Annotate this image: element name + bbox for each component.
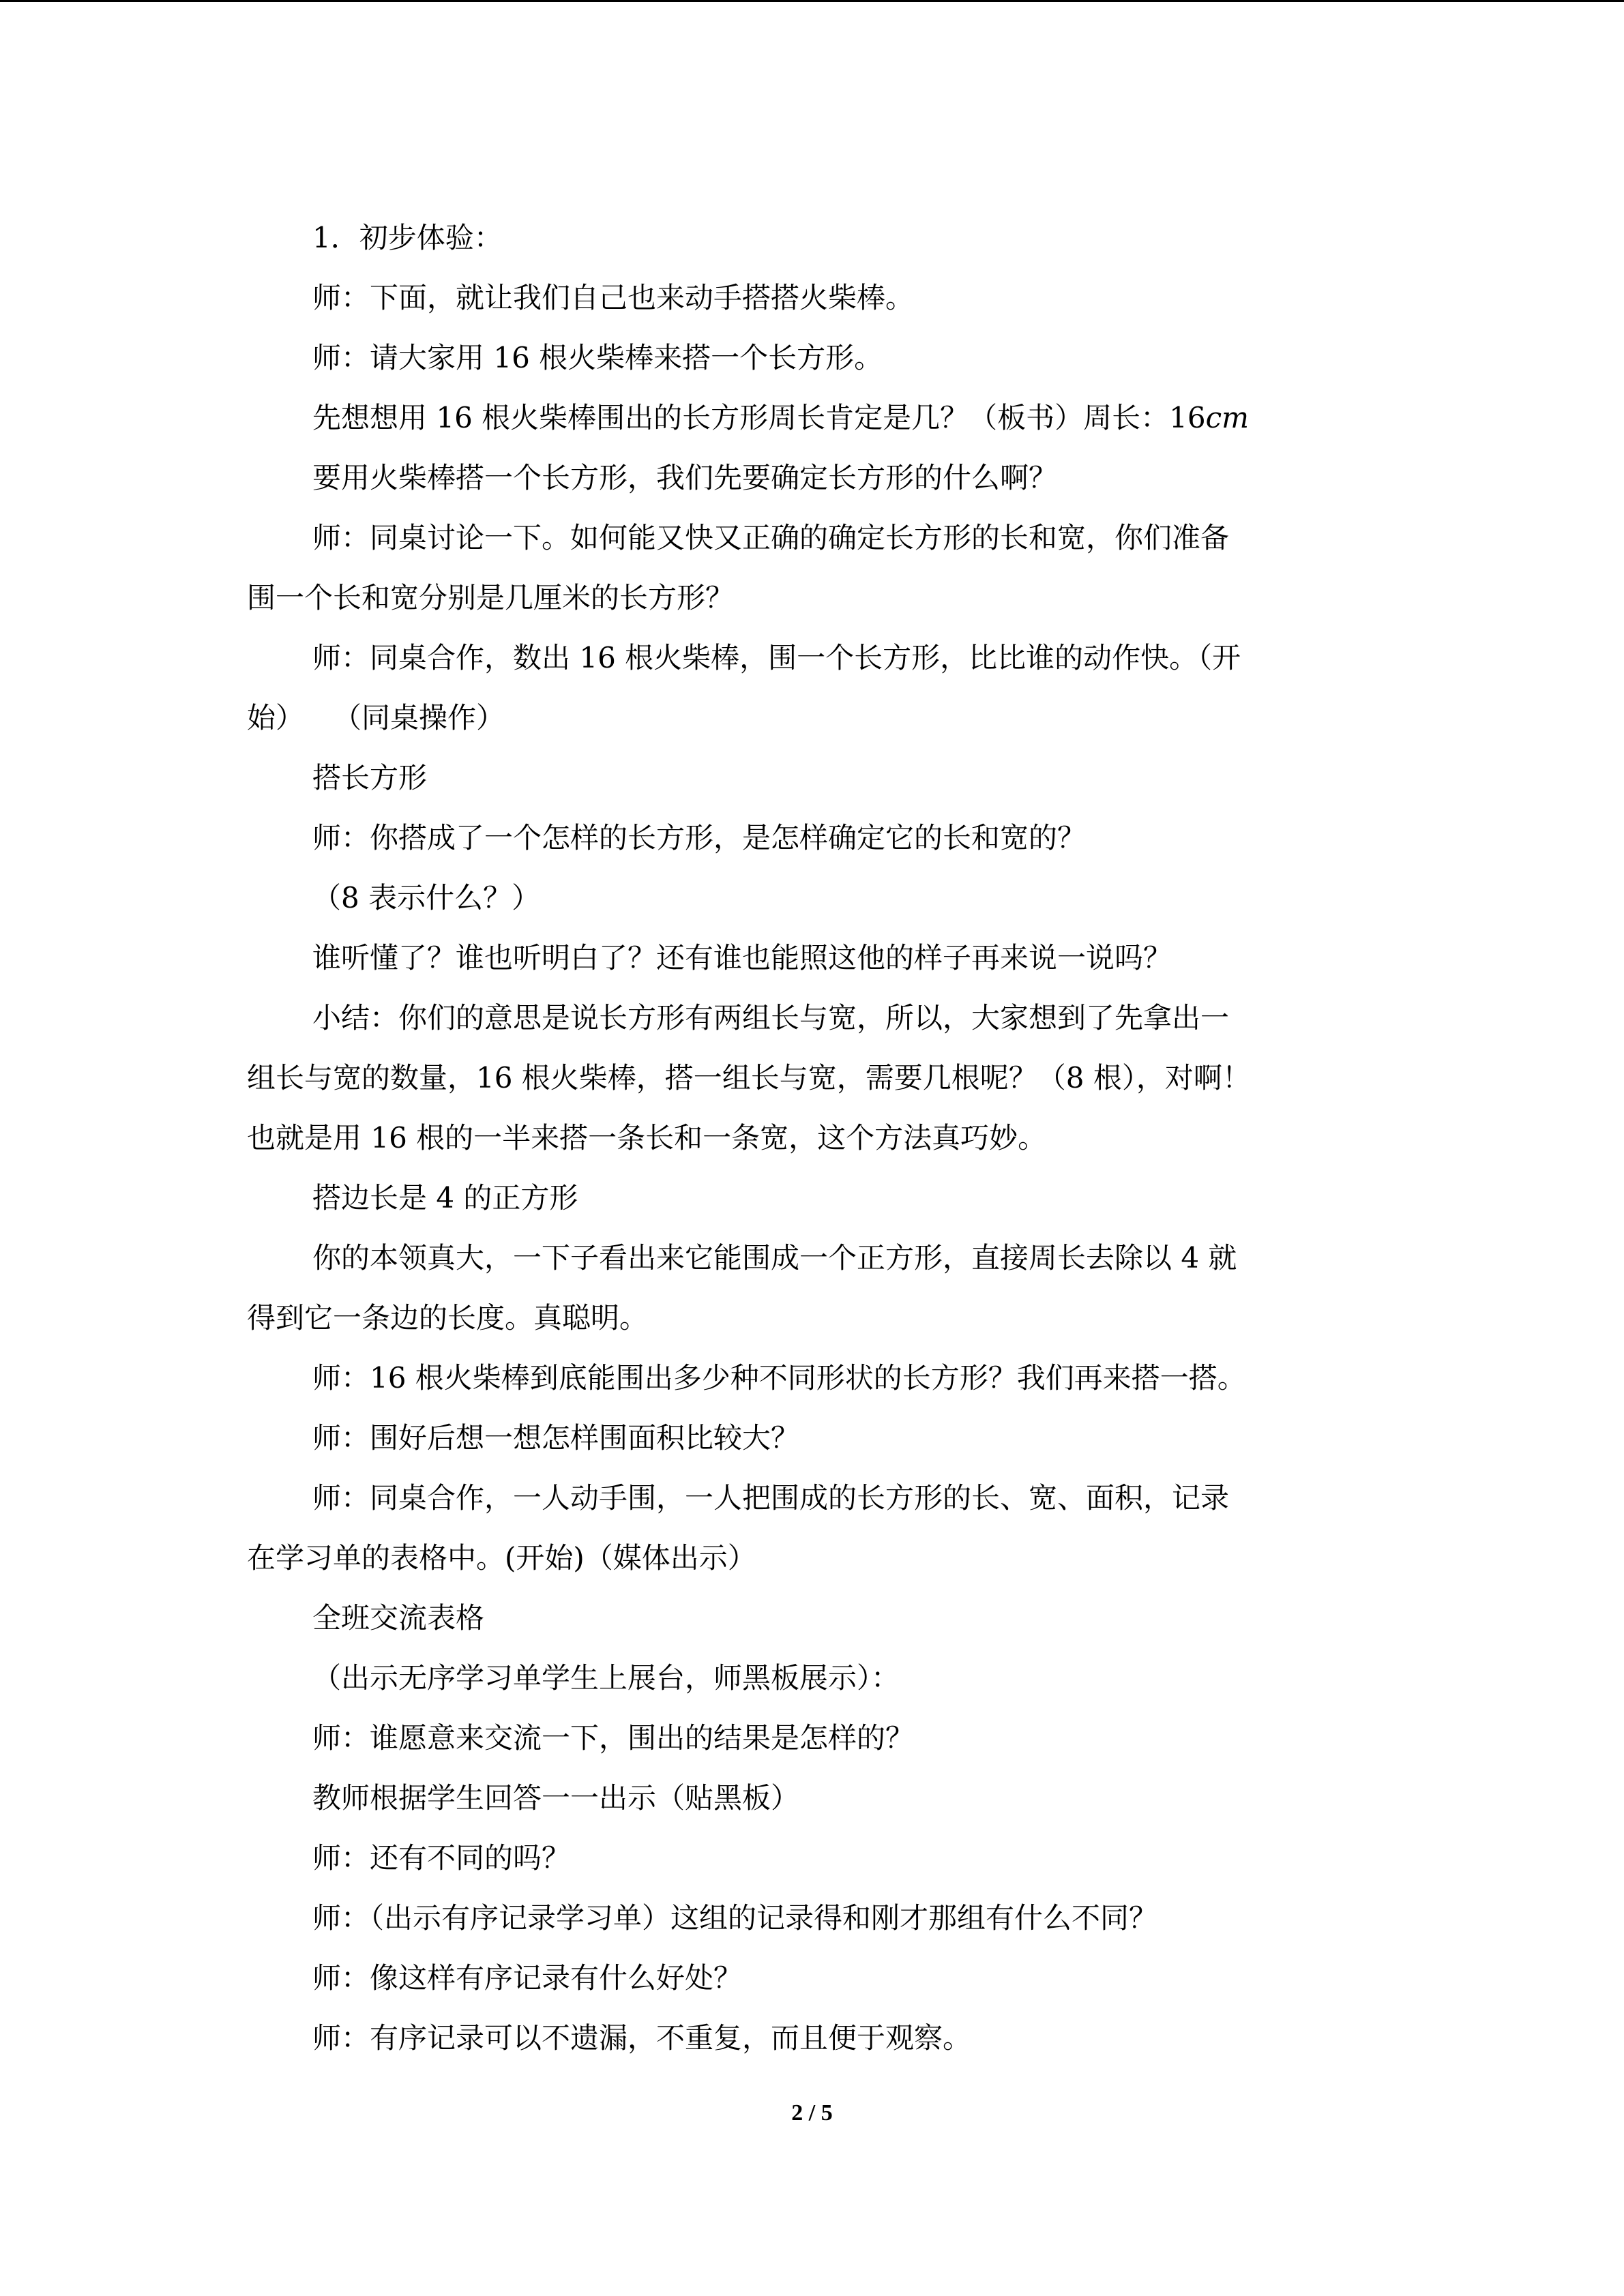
paragraph-line: 得到它一条边的长度。真聪明。 (247, 1301, 649, 1335)
paragraph-line: 组长与宽的数量，16 根火柴棒，搭一组长与宽，需要几根呢？（8 根），对啊！ (247, 1061, 1251, 1094)
paragraph: 谁听懂了？谁也听明白了？还有谁也能照这他的样子再来说一说吗？ (312, 941, 1172, 974)
paragraph: 教师根据学生回答一一出示（贴黑板） (312, 1781, 800, 1815)
paragraph: 师：有序记录可以不遗漏，不重复，而且便于观察。 (312, 2021, 972, 2055)
paragraph-line: 师：同桌讨论一下。如何能又快又正确的确定长方形的长和宽，你们准备 (312, 521, 1230, 554)
paragraph: 师：围好后想一想怎样围面积比较大？ (312, 1421, 800, 1455)
paragraph: （出示无序学习单学生上展台，师黑板展示）： (312, 1661, 900, 1695)
paragraph: 师：谁愿意来交流一下，围出的结果是怎样的？ (312, 1721, 915, 1755)
paragraph-line: 也就是用 16 根的一半来搭一条长和一条宽，这个方法真巧妙。 (247, 1121, 1047, 1154)
paragraph: 师：16 根火柴棒到底能围出多少种不同形状的长方形？我们再来搭一搭。 (312, 1361, 1246, 1395)
paragraph: 要用火柴棒搭一个长方形，我们先要确定长方形的什么啊？ (312, 461, 1058, 494)
paragraph-line: 你的本领真大，一下子看出来它能围成一个正方形，直接周长去除以 4 就 (312, 1241, 1237, 1274)
paragraph-line: 始） （同桌操作） (247, 701, 505, 734)
paragraph-line: 围一个长和宽分别是几厘米的长方形？ (247, 581, 735, 614)
paragraph (247, 388, 1365, 448)
paragraph-line: 师：同桌合作，一人动手围，一人把围成的长方形的长、宽、面积，记录 (312, 1481, 1230, 1515)
paragraph-line: 师：同桌合作，数出 16 根火柴棒，围一个长方形，比比谁的动作快。（开 (312, 641, 1241, 674)
paragraph: 师：像这样有序记录有什么好处？ (312, 1961, 743, 1995)
paragraph: 搭边长是 4 的正方形 (312, 1181, 578, 1214)
paragraph: 师：还有不同的吗？ (312, 1841, 571, 1875)
page-number: 2 / 5 (791, 2100, 833, 2126)
paragraph: （8 表示什么？） (312, 881, 541, 914)
paragraph: 搭长方形 (312, 761, 428, 794)
paragraph: 全班交流表格 (312, 1601, 485, 1635)
unit-cm: cm (1205, 401, 1249, 434)
paragraph-line: 在学习单的表格中。(开始)（媒体出示） (247, 1541, 756, 1575)
document-body (247, 208, 1365, 2068)
paragraph-text: 先想想用 16 根火柴棒围出的长方形周长肯定是几？（板书）周长：16 (312, 401, 1206, 434)
paragraph: 师：请大家用 16 根火柴棒来搭一个长方形。 (312, 341, 883, 374)
paragraph: 师：下面，就让我们自己也来动手搭搭火柴棒。 (312, 281, 915, 314)
paragraph: 师：（出示有序记录学习单）这组的记录得和刚才那组有什么不同？ (312, 1901, 1158, 1935)
paragraph-line: 小结：你们的意思是说长方形有两组长与宽，所以，大家想到了先拿出一 (312, 1001, 1230, 1034)
paragraph: 1．初步体验： (312, 221, 503, 254)
paragraph: 师：你搭成了一个怎样的长方形，是怎样确定它的长和宽的？ (312, 821, 1087, 854)
page-top-border (0, 0, 1624, 2)
